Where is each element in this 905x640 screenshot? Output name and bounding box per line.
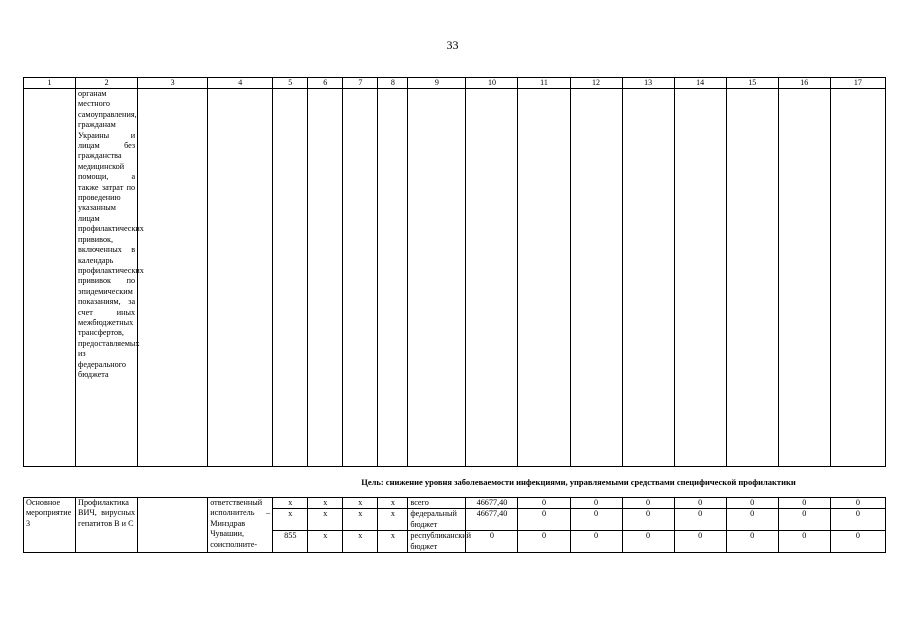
cell-value: 0 — [726, 531, 778, 553]
cell-value: 0 — [570, 531, 622, 553]
measure-name: Основное мероприятие 3 — [24, 498, 76, 553]
cell-c6: х — [308, 531, 343, 553]
cell-c8: х — [378, 531, 408, 553]
cell-c5: х — [273, 509, 308, 531]
cell-value: 0 — [830, 531, 885, 553]
col-header: 17 — [830, 78, 885, 89]
cell-total: 46677,40 — [466, 498, 518, 509]
col-header: 1 — [24, 78, 76, 89]
column-number-row — [24, 78, 886, 89]
funding-source: республиканский бюджет — [408, 531, 466, 553]
col-header: 15 — [726, 78, 778, 89]
cell-c5: 855 — [273, 531, 308, 553]
funding-source: федеральный бюджет — [408, 509, 466, 531]
cell-value: 0 — [570, 509, 622, 531]
measure-executor: ответственный исполнитель – Минздрав Чувашии, соисполните- — [208, 498, 273, 553]
cell-value: 0 — [830, 509, 885, 531]
cell-c5: х — [273, 498, 308, 509]
cell-value: 0 — [778, 509, 830, 531]
cell-value: 0 — [622, 531, 674, 553]
funding-source: всего — [408, 498, 466, 509]
col-header: 12 — [570, 78, 622, 89]
continuation-text: органам местного самоуправления, гражданам Украины и лицам без гражданства медицинской помощи, а также затрат по проведению указанным лицам профилактических прививок, включенных в календарь профилактических прививок по эпидемическим показаниям, за счет иных межбюджетных трансфертов, предоставляемых из федерального бюджета — [76, 89, 138, 467]
cell-c8: х — [378, 509, 408, 531]
goal-text: Цель: снижение уровня заболеваемости инфекциями, управляемыми средствами специфической профилактики — [361, 476, 796, 487]
cell-c7: х — [343, 498, 378, 509]
goal-row — [24, 467, 886, 498]
cell-c7: х — [343, 531, 378, 553]
cell-c7: х — [343, 509, 378, 531]
cell-c6: х — [308, 498, 343, 509]
cell-value: 0 — [726, 509, 778, 531]
col-header: 6 — [308, 78, 343, 89]
col-header: 2 — [76, 78, 138, 89]
cell-value: 0 — [674, 531, 726, 553]
col-header: 16 — [778, 78, 830, 89]
cell-value: 0 — [518, 531, 570, 553]
col-header: 11 — [518, 78, 570, 89]
cell-value: 0 — [830, 498, 885, 509]
cell-c8: х — [378, 498, 408, 509]
cell-value: 0 — [674, 498, 726, 509]
col-header: 10 — [466, 78, 518, 89]
col-header: 7 — [343, 78, 378, 89]
cell-c6: х — [308, 509, 343, 531]
cell-value: 0 — [778, 531, 830, 553]
col-header: 3 — [138, 78, 208, 89]
measure-row — [24, 498, 886, 509]
program-table — [23, 77, 886, 553]
col-header: 9 — [408, 78, 466, 89]
cell-total: 0 — [466, 531, 518, 553]
cell-value: 0 — [622, 498, 674, 509]
cell-value: 0 — [674, 509, 726, 531]
col-header: 4 — [208, 78, 273, 89]
cell-value: 0 — [726, 498, 778, 509]
col-header: 5 — [273, 78, 308, 89]
col-header: 14 — [674, 78, 726, 89]
page-number: 33 — [446, 38, 459, 52]
col-header: 8 — [378, 78, 408, 89]
cell-value: 0 — [622, 509, 674, 531]
continuation-row — [24, 89, 886, 467]
measure-title: Профилактика ВИЧ, вирусных гепатитов В и С — [76, 498, 138, 553]
cell-value: 0 — [570, 498, 622, 509]
cell-value: 0 — [778, 498, 830, 509]
cell-value: 0 — [518, 498, 570, 509]
col-header: 13 — [622, 78, 674, 89]
cell-value: 0 — [518, 509, 570, 531]
cell-total: 46677,40 — [466, 509, 518, 531]
